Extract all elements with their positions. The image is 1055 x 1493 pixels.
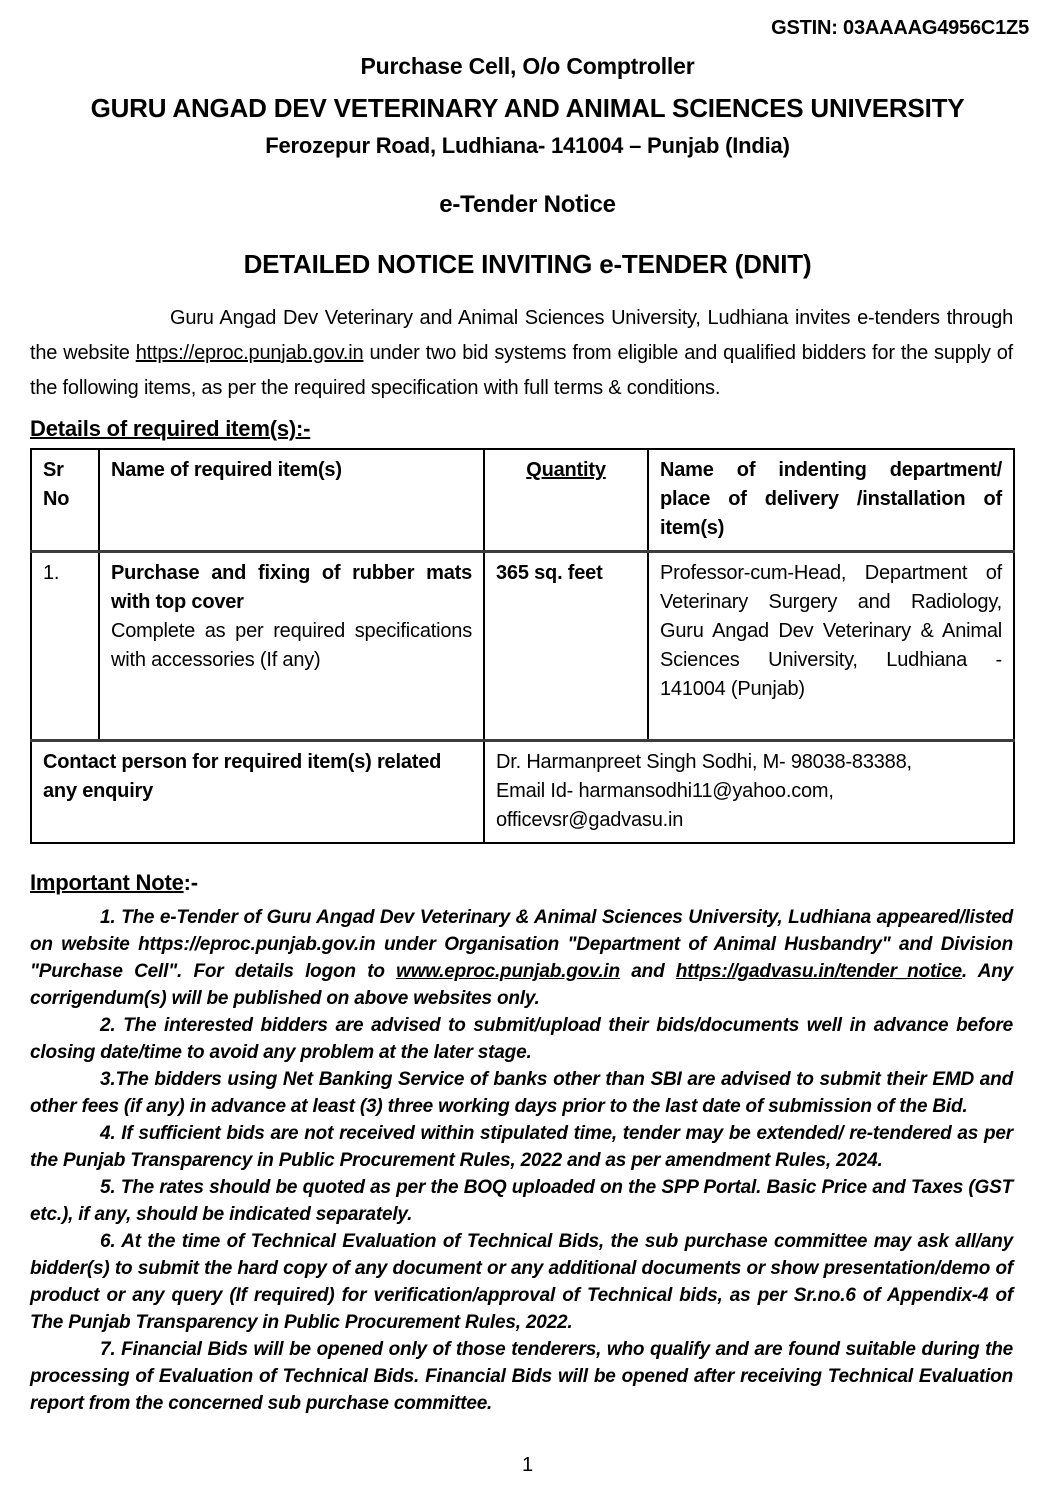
- university-name: GURU ANGAD DEV VETERINARY AND ANIMAL SCIENCES UNIVERSITY: [90, 93, 965, 123]
- contact-person-line: Dr. Harmanpreet Singh Sodhi, M- 98038-83388,: [496, 751, 912, 773]
- header-cell-quantity: [484, 449, 648, 552]
- dnit-title: DETAILED NOTICE INVITING e-TENDER (DNIT): [243, 249, 812, 279]
- contact-email-line: Email Id- harmansodhi11@yahoo.com,: [496, 780, 834, 802]
- header-sr-line2: No: [43, 488, 70, 510]
- header-cell-item-name: Name of required item(s): [99, 449, 484, 552]
- header-cell-sr-no: [31, 449, 99, 552]
- item-sr-cell: 1.: [31, 552, 99, 741]
- item-department-cell: Professor-cum-Head, Department of Veterinary Surgery and Radiology, Guru Angad Dev Veterinary & Animal Sciences University, Ludhiana - 141004 (Punjab): [648, 552, 1014, 741]
- note-1-text-1: 1. The e-Tender of Guru Angad Dev Veterinary & Animal Sciences University, Ludhiana appeared/listed on website https://eproc.punjab.gov.in under Organisation "Department of Animal Husbandry" and Division "Purchase Cell". For details logon to: [30, 907, 1013, 982]
- purchase-cell-title: Purchase Cell, O/o Comptroller: [360, 53, 695, 79]
- header-cell-department: Name of indenting department/ place of delivery /installation of item(s): [648, 449, 1014, 552]
- item-name-spec: Complete as per required specifications with accessories (If any): [111, 620, 472, 671]
- item-name-bold: Purchase and fixing of rubber mats with top cover: [111, 562, 472, 613]
- quantity-header-text: Quantity: [526, 459, 606, 481]
- university-address: Ferozepur Road, Ludhiana- 141004 – Punjab (India): [265, 133, 790, 158]
- details-heading-text: Details of required item(s):-: [30, 416, 311, 441]
- page-number: 1: [522, 1454, 533, 1476]
- contact-label-cell: Contact person for required item(s) related any enquiry: [31, 741, 484, 844]
- intro-paragraph: [30, 301, 1013, 406]
- item-quantity-cell: 365 sq. feet: [484, 552, 648, 741]
- important-note-heading-suffix: :-: [183, 870, 198, 895]
- important-note-heading: [30, 870, 1013, 896]
- note-7: 7. Financial Bids will be opened only of those tenderers, who qualify and are found suitable during the processing of Evaluation of Technical Bids. Financial Bids will be opened after receiving Technical Evaluation report from the concerned sub purchase committee.: [30, 1339, 1013, 1414]
- important-note-heading-text: Important Note: [30, 870, 184, 895]
- note-1-text-2: and: [619, 961, 676, 982]
- item-row-1: [31, 552, 1014, 741]
- eproc-portal-link[interactable]: https://eproc.punjab.gov.in: [135, 342, 364, 364]
- intro-text-before: Guru Angad Dev Veterinary and Animal Sciences University, Ludhiana invites e-tenders through the website: [30, 307, 1013, 364]
- eproc-www-link[interactable]: www.eproc.punjab.gov.in: [396, 961, 620, 982]
- contact-office-email-line: officevsr@gadvasu.in: [496, 809, 684, 831]
- details-section-heading: [30, 416, 1013, 442]
- note-3: 3.The bidders using Net Banking Service of banks other than SBI are advised to submit their EMD and other fees (if any) in advance at least (3) three working days prior to the last date of submission of the Bid.: [30, 1069, 1013, 1117]
- note-5: 5. The rates should be quoted as per the BOQ uploaded on the SPP Portal. Basic Price and Taxes (GST etc.), if any, should be indicated separately.: [30, 1177, 1013, 1225]
- note-2: 2. The interested bidders are advised to submit/upload their bids/documents well in advance before closing date/time to avoid any problem at the later stage.: [30, 1015, 1013, 1063]
- contact-value-cell: [484, 741, 1014, 844]
- gadvasu-tender-link[interactable]: https://gadvasu.in/tender_notice: [675, 961, 962, 982]
- note-1: [30, 904, 1013, 1012]
- header-sr-line1: Sr: [43, 459, 64, 481]
- item-name-cell: [99, 552, 484, 741]
- note-4: 4. If sufficient bids are not received within stipulated time, tender may be extended/ re-tendered as per the Punjab Transparency in Public Procurement Rules, 2022 and as per amendment Rules, 2024.: [30, 1123, 1013, 1171]
- note-6: 6. At the time of Technical Evaluation of Technical Bids, the sub purchase committee may ask all/any bidder(s) to submit the hard copy of any document or any additional documents or show presentation/demo of product or any query (If required) for verification/approval of Technical bids, as per Sr.no.6 of Appendix-4 of The Punjab Transparency in Public Procurement Rules, 2022.: [30, 1231, 1013, 1333]
- contact-row: [31, 741, 1014, 844]
- etender-notice-title: e-Tender Notice: [439, 191, 616, 218]
- table-header-row: [31, 449, 1014, 552]
- note-1-text-3: . Any corrigendum(s) will be published on above websites only.: [30, 961, 1013, 1009]
- intro-text-after: under two bid systems from eligible and qualified bidders for the supply of the following items, as per the required specification with full terms & conditions.: [30, 342, 1013, 399]
- gstin-label: GSTIN: 03AAAAG4956C1Z5: [771, 17, 1029, 39]
- required-items-table: [30, 448, 1015, 844]
